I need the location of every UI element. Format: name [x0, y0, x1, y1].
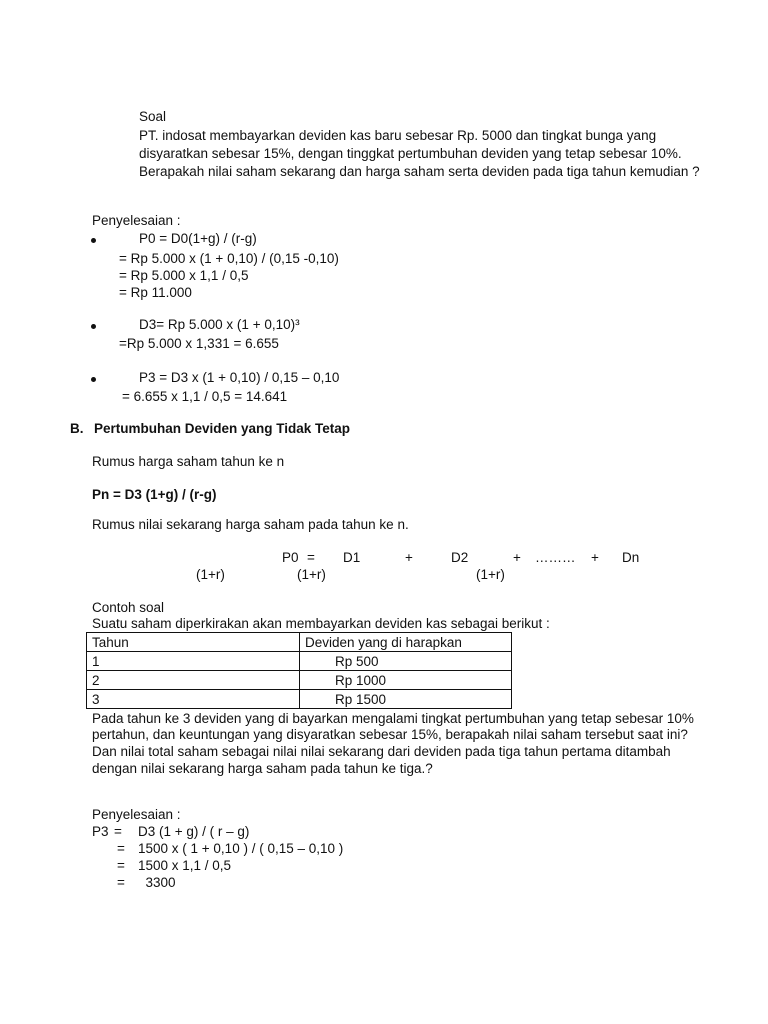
p3-equals: = [114, 824, 122, 839]
table-cell: Rp 1000 [300, 671, 512, 690]
table-header-cell: Deviden yang di harapkan [300, 633, 512, 652]
soal-line-2: disyaratkan sebesar 15%, dengan tinggkat pertumbuhan deviden yang tetap sebesar 10%. [139, 146, 682, 161]
question-line-4: dengan nilai sekarang harga saham pada tahun ke tiga.? [92, 761, 433, 776]
bullet-icon [91, 238, 96, 243]
soal-heading: Soal [139, 109, 167, 124]
p3-equals: = [117, 875, 125, 890]
table-cell: Rp 1500 [300, 690, 512, 709]
penyelesaian2-heading: Penyelesaian : [92, 807, 181, 822]
section-letter: B. [70, 421, 84, 436]
table-header-cell: Tahun [87, 633, 300, 652]
equation-ellipsis: ……… [535, 550, 576, 565]
p3-equals: = [117, 858, 125, 873]
equation-term-d1: D1 [343, 550, 361, 565]
p3-calc-step-1: 1500 x ( 1 + 0,10 ) / ( 0,15 – 0,10 ) [138, 841, 344, 856]
dividend-table [86, 632, 512, 709]
equation-plus: + [591, 550, 599, 565]
penyelesaian-heading: Penyelesaian : [92, 213, 181, 228]
table-cell: 2 [87, 671, 300, 690]
equation-term-dn: Dn [622, 550, 640, 565]
p3-calc-step-2: 1500 x 1,1 / 0,5 [138, 858, 232, 873]
p3-formula: P3 = D3 x (1 + 0,10) / 0,15 – 0,10 [139, 370, 340, 385]
soal-line-1: PT. indosat membayarkan deviden kas baru sebesar Rp. 5000 dan tingkat bunga yang [139, 128, 657, 143]
p3-lhs: P3 [92, 824, 109, 839]
p0-step-3: = Rp 11.000 [119, 285, 192, 300]
table-cell: 1 [87, 652, 300, 671]
bullet-icon [91, 324, 96, 329]
p3-step-1: = 6.655 x 1,1 / 0,5 = 14.641 [122, 389, 288, 404]
table-cell: 3 [87, 690, 300, 709]
bullet-icon [91, 377, 96, 382]
soal-line-3: Berapakah nilai saham sekarang dan harga saham serta deviden pada tiga tahun kemudian ? [139, 164, 700, 179]
equation-term-d2: D2 [451, 550, 469, 565]
contoh-heading: Contoh soal [92, 600, 165, 615]
table-row [87, 690, 512, 709]
equation-plus: + [405, 550, 413, 565]
contoh-intro: Suatu saham diperkirakan akan membayarkan deviden kas sebagai berikut : [92, 616, 550, 631]
rumus1-label: Rumus harga saham tahun ke n [92, 454, 285, 469]
equation-denominator: (1+r) [297, 567, 326, 582]
table-row [87, 671, 512, 690]
question-line-3: Dan nilai total saham sebagai nilai nilai sekarang dari deviden pada tiga tahun pertama ditambah [92, 744, 671, 759]
table-cell: Rp 500 [300, 652, 512, 671]
table-header-row [87, 633, 512, 652]
p0-step-2: = Rp 5.000 x 1,1 / 0,5 [119, 268, 249, 283]
equation-plus: + [513, 550, 521, 565]
equation-lhs: P0 [282, 550, 299, 565]
p3-first: D3 (1 + g) / ( r – g) [138, 824, 250, 839]
question-line-1: Pada tahun ke 3 deviden yang di bayarkan mengalami tingkat pertumbuhan yang tetap sebesar 10% [92, 711, 694, 726]
table-row [87, 652, 512, 671]
question-line-2: pertahun, dan keuntungan yang disyaratkan sebesar 15%, berapakah nilai saham tersebut saat ini? [92, 727, 688, 742]
rumus2-label: Rumus nilai sekarang harga saham pada tahun ke n. [92, 517, 409, 532]
section-title: Pertumbuhan Deviden yang Tidak Tetap [94, 421, 351, 436]
p3-equals: = [117, 841, 125, 856]
equation-equals: = [307, 550, 315, 565]
d3-step-1: =Rp 5.000 x 1,331 = 6.655 [119, 336, 279, 351]
p3-calc-result: 3300 [138, 875, 176, 890]
p0-step-1: = Rp 5.000 x (1 + 0,10) / (0,15 -0,10) [119, 251, 339, 266]
rumus1-formula: Pn = D3 (1+g) / (r-g) [92, 487, 217, 502]
equation-denominator: (1+r) [476, 567, 505, 582]
d3-formula: D3= Rp 5.000 x (1 + 0,10)³ [139, 317, 300, 332]
equation-denominator: (1+r) [196, 567, 225, 582]
p0-formula: P0 = D0(1+g) / (r-g) [139, 231, 257, 246]
